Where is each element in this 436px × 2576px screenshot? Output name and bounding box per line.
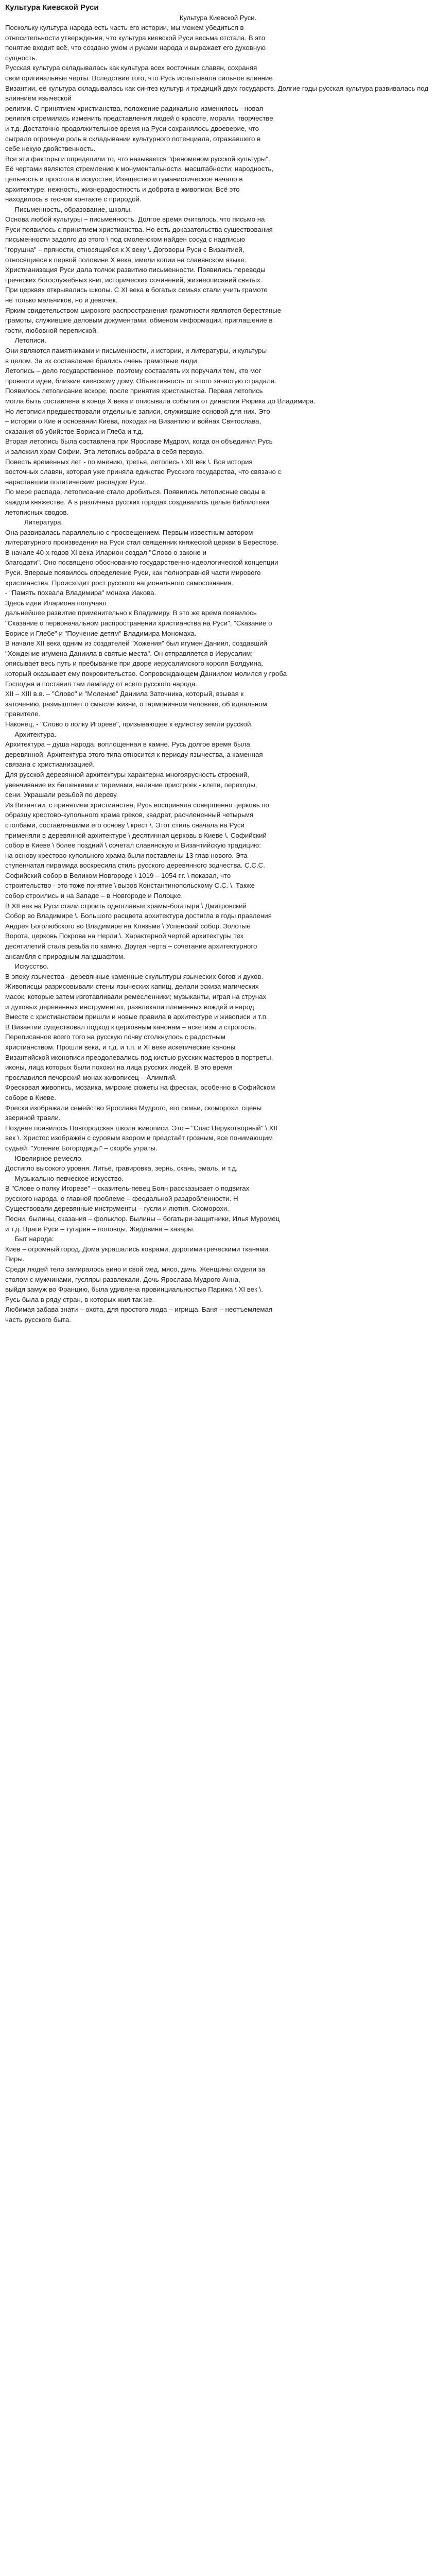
text-line: свои оригинальные черты. Вследствие того, что Русь испытывала сильное влияние: [5, 74, 273, 82]
text-line: Искусство.: [5, 962, 49, 971]
text-line: себе некую двойственность.: [5, 145, 96, 153]
text-line: Русская культура складывалась как культура всех восточных славян, сохраняя: [5, 64, 257, 72]
text-line: относящиеся к первой половине X века, имели копии на славянском языке.: [5, 256, 247, 264]
text-line: В эпоху язычества - деревянные каменные скульптуры языческих богов и духов.: [5, 972, 264, 980]
text-line: Её чертами являются стремление к монументальности, масштабности; народность,: [5, 165, 274, 173]
text-line: соборе в Киеве.: [5, 1093, 57, 1101]
text-line: христианством. Прошли века, и т.д. и т.п. и XI веке аскетические каноны: [5, 1043, 236, 1051]
text-line: Среди людей тело замиралось вино и свой мёд, мясо, дичь. Женщины сидели за: [5, 1265, 266, 1274]
text-line: письменности задолго до этого \ под смоленском найден сосуд с надписью: [5, 235, 246, 244]
text-line: описывает весь путь и пребывание при дворе иерусалимского короля Болдуина,: [5, 659, 263, 668]
text-line: "горушна" – пряности, относящийся к X веку \. Договоры Руси с Византией,: [5, 246, 245, 254]
text-line: сыграло огромную роль в складывании культурного потенциала, отражавшего в: [5, 134, 261, 143]
text-line: Здесь идеи Илариона получают: [5, 599, 108, 607]
text-line: не только мальчиков, но и девочек.: [5, 296, 118, 304]
text-line: религия стремилась изменить представления людей о красоте, морали, творчестве: [5, 114, 273, 123]
text-line: Андрея Боголюбского во Владимире на Клязьме \ Успенский собор. Золотые: [5, 922, 251, 930]
text-line: цельность и простота в искусстве; Изящество и гуманистическое начало в: [5, 175, 243, 183]
text-line: Фресковая живопись, мозаика, мирские сюжеты на фресках, особенно в Софийском: [5, 1083, 275, 1092]
text-line: гости, любовной перепиской.: [5, 326, 98, 334]
text-line: относительности утверждения, что культура киевской Руси весьма отстала. В это: [5, 33, 266, 42]
text-line: Повесть временных лет - по мнению, третья, летопись \ XII век \. Вся история: [5, 457, 253, 466]
text-line: христианства. Происходит рост русского национального самосознания.: [5, 579, 234, 587]
text-line: применяли в деревянной архитектуре \ десятинная церковь в Киеве \. Софийский: [5, 831, 267, 839]
text-line: Русь была в ряду стран, в которых жил так же.: [5, 1295, 154, 1303]
text-line: Киев – огромный город. Дома украшались коврами, дорогими греческими тканями.: [5, 1245, 270, 1253]
text-line: Но летописи предшествовали отдельные записи, служившие основой для них. Это: [5, 407, 270, 415]
text-line: заточению, размышляет о смысле жизни, о гармоничном человеке, об идеальном: [5, 700, 267, 708]
text-line: Ворота, церковь Покрова на Нерли \. Характерной чертой архитектуры тех: [5, 932, 244, 940]
text-line: деревянной. Архитектура этого типа относится к периоду язычества, а каменная: [5, 750, 263, 758]
text-line: столбами, составлявшими его основу \ крест \. Этот стиль сначала на Руси: [5, 821, 245, 829]
text-line: религии. С принятием христианства, положение радикально изменилось - новая: [5, 104, 264, 112]
text-line: Письменность, образование, школы.: [5, 205, 132, 213]
text-line: Быт народа:: [5, 1235, 54, 1243]
text-line: прославился печорский монах-живописец – Алимпий.: [5, 1073, 177, 1081]
text-line: Они являются памятниками и письменности, и истории, и литературы, и культуры: [5, 347, 267, 354]
text-line: часть русского быта.: [5, 1316, 71, 1324]
text-line: Появилось летописание вскоре, после принятия христианства. Первая летопись: [5, 387, 263, 395]
text-line: и т.д. Враги Руси – тугарин – половцы, Жидовина – хазары.: [5, 1225, 195, 1233]
text-line: Литература.: [5, 518, 63, 527]
text-line: образцу крестово-купольного храма греков, квадрат, расчлененный четырьмя: [5, 811, 254, 819]
text-line: Ювелирное ремесло.: [5, 1154, 83, 1162]
text-line: Летопись – дело государственное, поэтому составлять их поручали тем, кто мог: [5, 367, 261, 375]
text-line: иконы, лица которых были похожи на лица русских людей. В это время: [5, 1063, 233, 1072]
text-line: Вместе с христианством пришли и новые правила в архитектуре и живописи и т.п.: [5, 1013, 268, 1021]
text-line: Христианизация Руси дала толчок развитию письменности. Появились переводы: [5, 266, 266, 274]
text-line: XII – XIII в.в. – "Слово" и "Моление" Даниила Заточника, который, взывая к: [5, 690, 244, 698]
document-body: [5, 23, 431, 1325]
text-line: собор строились и на Западе – в Новгороде и Полоцке.: [5, 892, 183, 900]
text-line: сущность.: [5, 54, 38, 62]
text-line: и духовых деревянных инструментах, развлекали племенных вождей и народ.: [5, 1003, 256, 1011]
text-line: на основу крестово-купольного храма были поставлены 13 глав нового. Эта: [5, 851, 248, 859]
text-line: понятие входит всё, что создано умом и руками народа и выражает его духовную: [5, 44, 266, 52]
text-line: литературного произведения на Руси стал священник княжеской церкви в Берестове.: [5, 538, 279, 547]
text-line: ансамбля с природным ландшафтом.: [5, 952, 125, 960]
text-line: сказания об убийстве Бориса и Глеба и т.д.: [5, 427, 144, 435]
text-line: Софийский собор в Великом Новгороде \ 1019 – 1054 г.г. \ показал, что: [5, 871, 231, 879]
text-line: масок, которые затем изготавливали ремесленники; музыканты, играя на струнах: [5, 993, 267, 1001]
text-line: При церквях открывались школы. С XI века в богатых семьях стали учить грамоте: [5, 286, 268, 294]
text-line: звериной травли.: [5, 1114, 61, 1122]
text-line: каждом княжестве. А в различных русских городах создавались целые библиотеки: [5, 498, 269, 506]
text-line: - "Память похвала Владимира" монаха Иакова.: [5, 589, 156, 597]
document-subtitle: Культура Киевской Руси.: [179, 14, 257, 22]
text-line: выйдя замуж во Францию, была удивлена провинциальностью Парижа \ XI век \.: [5, 1285, 263, 1294]
text-line: В начале XII века одним из создателей "Хожения" был игумен Даниил, создавший: [5, 639, 267, 648]
text-line: – истории о Кие и основании Киева, походах на Византию и войнах Святослава,: [5, 417, 261, 426]
text-line: Она развивалась параллельно с просвещением. Первым известным автором: [5, 528, 253, 536]
text-line: Основа любой культуры – письменность. Долгое время считалось, что письмо на: [5, 215, 265, 224]
text-line: Переписанное всего того на русскую почву столкнулось с радостным: [5, 1033, 225, 1041]
text-line: Господня и поставил там лампаду от всего русского народа.: [5, 680, 198, 688]
text-line: По мере распада, летописание стало дробиться. Появились летописные своды в: [5, 488, 265, 496]
text-line: провести идеи, близкие киевскому дому. Объективность от этого зачастую страдала.: [5, 377, 277, 385]
text-line: благодати". Оно посвящено обоснованию государственно-идеологической концепции: [5, 558, 278, 567]
text-line: Руси. Впервые появилось определение Руси, как полноправной части мирового: [5, 569, 261, 577]
text-line: находилось в тесном контакте с природой.: [5, 195, 142, 204]
text-line: летописных сводов.: [5, 508, 69, 516]
text-line: Борисе и Глебе" и "Поучение детям" Владимира Мономаха.: [5, 629, 197, 637]
text-line: Существовали деревянные инструменты – гусли и лютня. Скоморохи.: [5, 1205, 230, 1213]
text-line: Ярким свидетельством широкого распространения грамотности являются берестяные: [5, 306, 282, 314]
text-line: Для русской деревянной архитектуры характерна многоярусность строений,: [5, 770, 250, 778]
text-line: Наконец, - "Слово о полку Игореве", призывающее к единству земли русской.: [5, 720, 253, 728]
text-line: увенчивание их башенками и теремами, наличие пристроек - клети, переходы,: [5, 781, 257, 789]
text-line: "Сказание о первоначальном распространении христианства на Руси", "Сказание о: [5, 619, 272, 628]
text-line: В XII век на Руси стали строить одноглавые храмы-богатыри \ Дмитровский: [5, 902, 247, 910]
text-line: русского народа, о главной проблеме – феодальной раздробленности. Н: [5, 1194, 238, 1202]
text-line: могла быть составлена в конце X века и описывала события от династии Рюрика до Владимира.: [5, 397, 316, 405]
text-line: Пиры.: [5, 1255, 25, 1263]
document-title: Культура Киевской Руси: [5, 3, 99, 12]
text-line: Позднее появилось Новгородская школа живописи. Это – "Спас Нерукотворный" \ XII: [5, 1124, 277, 1132]
text-line: Живописцы разрисовывали стены языческих капищ, делали эскиза магических: [5, 982, 259, 991]
text-line: восточных славян, которая уже приняла единство Русского государства, что связано с: [5, 468, 282, 476]
text-line: который оказывает ему покровительство. Сопровождающем Даниилом молился у гроба: [5, 670, 287, 677]
text-line: В Византии существовал подход к церковным канонам – аскетизм и строгость.: [5, 1023, 256, 1031]
text-line: Фрески изображали семейство Ярослава Мудрого, его семьи, скоморохи, сцены: [5, 1104, 262, 1112]
text-line: Все эти факторы и определили то, что называется "феноменом русской культуры".: [5, 155, 270, 163]
text-line: Византийской иконописи преодолевались под кистью русских мастеров в портреты,: [5, 1053, 273, 1061]
text-line: Летописи.: [5, 336, 46, 345]
text-line: и т.д. Достаточно продолжительное время на Руси сохранялось двоеверие, что: [5, 124, 259, 132]
text-line: Музыкально-певческое искусство.: [5, 1174, 124, 1182]
text-line: собор в Киеве \ более поздний \ сочетал славянскую и Византийскую традицию:: [5, 841, 261, 850]
text-line: "Хождение игумена Даниила в святые места". Он отправляется в Иерусалим;: [5, 649, 253, 657]
text-line: Поскольку культура народа есть часть его истории, мы можем убедиться в: [5, 24, 244, 31]
text-line: Песни, былины, сказания – фольклор. Былины – богатыри-защитники, Илья Муромец: [5, 1215, 280, 1223]
text-line: судьёй. "Успение Богородицы" – скорбь утраты.: [5, 1144, 158, 1152]
text-line: строительство - это тоже понятие \ вызов Константинопольскому С.С. \. Также: [5, 882, 255, 890]
text-line: Руси появилось с принятием христианства. Но есть доказательства существования: [5, 225, 273, 233]
text-line: и заложил храм Софии. Эта летопись вобрала в себя первую.: [5, 447, 204, 455]
text-line: столом с мужчинами, гусляры развлекали. Дочь Ярослава Мудрого Анна,: [5, 1275, 240, 1283]
text-line: В "Слове о полку Игореве" – сказитель-певец Боян рассказывает о подвигах: [5, 1184, 250, 1193]
text-line: в целом. За их составление брались очень грамотные люди.: [5, 357, 199, 365]
text-line: связана с христианизацией.: [5, 760, 95, 769]
text-line: нараставшим политическим распадом Руси.: [5, 478, 147, 486]
text-line: век \. Христос изображён с суровым взором и предстаёт грозным, все понимающим: [5, 1134, 273, 1142]
text-line: Архитектура – душа народа, воплощенная в камне. Русь долгое время была: [5, 740, 250, 749]
text-line: В начале 40-х годов XI века Иларион создал "Слово о законе и: [5, 548, 206, 556]
text-line: Достигло высокого уровня. Литьё, гравировка, зернь, скань, эмаль, и т.д.: [5, 1164, 238, 1173]
text-line: сени. Украшали резьбой по дереву.: [5, 791, 118, 799]
text-line: дальнейшее развитие применительно к Владимиру. В это же время появилось: [5, 609, 257, 617]
text-line: Из Византии, с принятием христианства, Русь восприняла совершенно церковь по: [5, 801, 269, 809]
text-line: десятилетий стала резьба по камню. Другая черта – сочетание архитектурного: [5, 942, 257, 951]
text-line: Архитектура.: [5, 730, 57, 738]
text-line: архитектуре; нежность, жизнерадостность и доброта в живописи. Всё это: [5, 185, 240, 193]
text-line: греческих богослужебных книг, исторических сочинений, жизнеописаний святых.: [5, 276, 263, 284]
text-line: Вторая летопись была составлена при Ярославе Мудром, когда он объединил Русь: [5, 437, 273, 446]
text-line: Византии, её культура складывалась как синтез культур и традиций двух государств. Долгие годы русская культура развивалась под влиянием языческой: [5, 84, 430, 103]
text-line: ступенчатая пирамида воскресила стиль русского деревянного зодчества. С.С.С.: [5, 861, 265, 870]
text-line: Собор во Владимире \. Большого расцвета архитектура достигла в годы правления: [5, 912, 272, 920]
text-line: грамоты, служившие деловым документами, обменом информации, приглашение в: [5, 316, 273, 325]
text-line: правителе.: [5, 710, 41, 718]
text-line: Любимая забава знати – охота, для простого люда – игрища. Баня – неотъемлемая: [5, 1306, 273, 1314]
